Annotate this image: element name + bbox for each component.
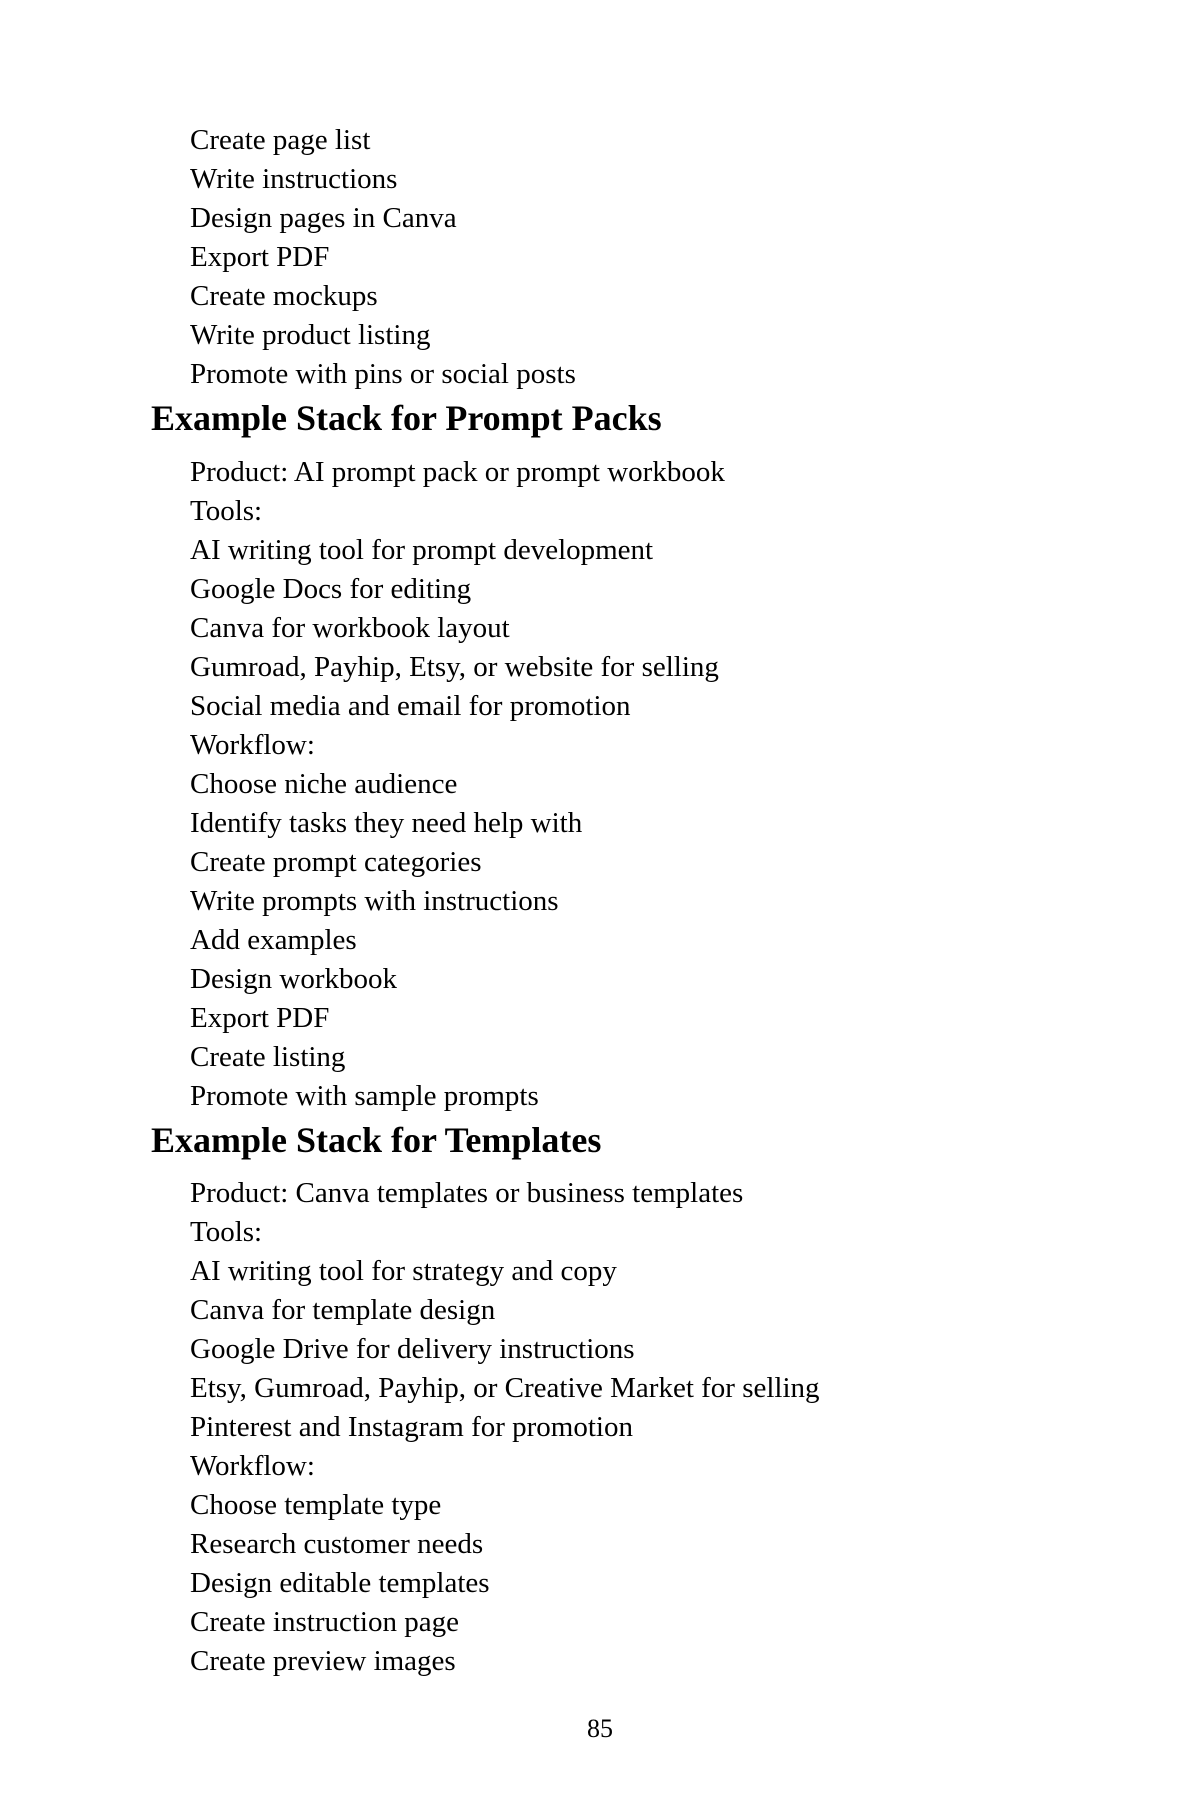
list-item: Canva for workbook layout	[190, 612, 510, 644]
list-item: Choose template type	[190, 1489, 442, 1521]
list-item: Choose niche audience	[190, 768, 458, 800]
list-item: Canva for template design	[190, 1294, 496, 1326]
list-item: Workflow:	[190, 1450, 315, 1482]
list-item: Export PDF	[190, 1002, 330, 1034]
list-item: Tools:	[190, 495, 263, 527]
list-item: Write product listing	[190, 319, 431, 351]
list-item: Design pages in Canva	[190, 202, 457, 234]
list-item: Product: Canva templates or business templates	[190, 1177, 744, 1209]
list-item: Create listing	[190, 1041, 346, 1073]
list-item: Write prompts with instructions	[190, 885, 559, 917]
list-item: Social media and email for promotion	[190, 690, 631, 722]
list-item: Create prompt categories	[190, 846, 482, 878]
list-item: Etsy, Gumroad, Payhip, or Creative Market for selling	[190, 1372, 820, 1404]
list-item: Promote with pins or social posts	[190, 358, 576, 390]
list-item: Google Drive for delivery instructions	[190, 1333, 635, 1365]
list-item: Google Docs for editing	[190, 573, 472, 605]
list-item: Add examples	[190, 924, 357, 956]
list-item: Workflow:	[190, 729, 315, 761]
list-item: Tools:	[190, 1216, 263, 1248]
templates-list	[190, 1174, 820, 1681]
page-number: 85	[587, 1714, 613, 1743]
intro-list	[190, 121, 576, 394]
prompt-packs-list	[190, 453, 725, 1116]
list-item: Create instruction page	[190, 1606, 459, 1638]
list-item: Design editable templates	[190, 1567, 490, 1599]
list-item: Export PDF	[190, 241, 330, 273]
list-item: Pinterest and Instagram for promotion	[190, 1411, 633, 1443]
list-item: Create preview images	[190, 1645, 456, 1677]
section-heading-prompt-packs: Example Stack for Prompt Packs	[151, 398, 662, 438]
list-item: Write instructions	[190, 163, 398, 195]
list-item: Create mockups	[190, 280, 378, 312]
list-item: Gumroad, Payhip, Etsy, or website for selling	[190, 651, 719, 683]
list-item: Promote with sample prompts	[190, 1080, 539, 1112]
list-item: Identify tasks they need help with	[190, 807, 583, 839]
list-item: AI writing tool for strategy and copy	[190, 1255, 617, 1287]
list-item: Create page list	[190, 124, 371, 156]
list-item: AI writing tool for prompt development	[190, 534, 654, 566]
list-item: Design workbook	[190, 963, 398, 995]
section-heading-templates: Example Stack for Templates	[151, 1120, 602, 1160]
list-item: Research customer needs	[190, 1528, 484, 1560]
list-item: Product: AI prompt pack or prompt workbook	[190, 456, 725, 488]
